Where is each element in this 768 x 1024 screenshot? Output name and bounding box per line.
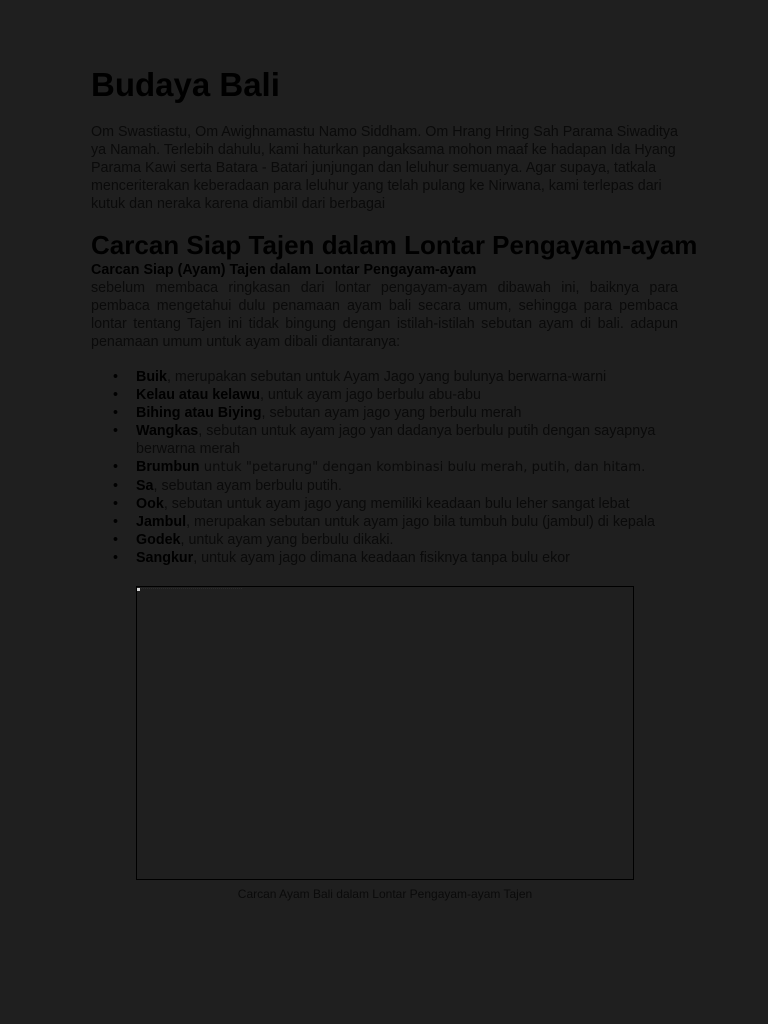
list-item-desc: , sebutan untuk ayam jago yan dadanya berbulu putih dengan sayapnya berwarna merah bbox=[136, 423, 656, 457]
list-item bbox=[136, 368, 696, 386]
list-item-desc: , merupakan sebutan untuk Ayam Jago yang bulunya berwarna-warni bbox=[166, 369, 607, 385]
list-item-term: Jambul bbox=[136, 514, 187, 530]
list-item-term: Ook bbox=[136, 496, 164, 512]
intro-paragraph: Om Swastiastu, Om Awighnamastu Namo Siddham. Om Hrang Hring Sah Parama Siwaditya ya Namah. Terlebih dahulu, kami haturkan pangaksama mohon maaf ke hadapan Ida Hyang Parama Kawi serta Batara - Batari junjungan dan leluhur semuanya. Agar supaya, tatkala menceriterakan keberadaan para leluhur yang telah pulang ke Nirwana, kami terlepas dari kutuk dan neraka karena diambil dari berbagai bbox=[91, 124, 678, 212]
list-item bbox=[136, 495, 696, 513]
list-item-term: Buik bbox=[136, 369, 167, 385]
list-item-desc: , sebutan untuk ayam jago yang memiliki keadaan bulu leher sangat lebat bbox=[163, 496, 630, 512]
list-item bbox=[136, 477, 696, 495]
site-title: Budaya Bali bbox=[91, 66, 280, 103]
list-item bbox=[136, 513, 696, 531]
list-item-term: Godek bbox=[136, 532, 181, 548]
image-placeholder-icon bbox=[137, 588, 140, 591]
article-body: sebelum membaca ringkasan dari lontar pengayam-ayam dibawah ini, baiknya para pembaca mengetahui dulu penamaan ayam bali secara umum, sehingga para pembaca lontar tentang Tajen ini tidak bingung dengan istilah-istilah sebutan ayam di bali. adapun penamaan umum untuk ayam dibali diantaranya: bbox=[91, 280, 678, 350]
list-item bbox=[136, 386, 696, 404]
list-item bbox=[136, 422, 696, 458]
list-item-term: Sa bbox=[136, 478, 154, 494]
image-loading-indicator bbox=[141, 588, 242, 591]
list-item-term: Kelau atau kelawu bbox=[136, 387, 260, 403]
article-title: Carcan Siap Tajen dalam Lontar Pengayam-ayam bbox=[91, 230, 698, 260]
list-item bbox=[136, 458, 696, 477]
list-item bbox=[136, 404, 696, 422]
figure-image-frame[interactable] bbox=[136, 586, 634, 880]
list-item-desc: , untuk ayam jago berbulu abu-abu bbox=[259, 387, 481, 403]
list-item bbox=[136, 531, 696, 549]
list-item-term: Brumbun bbox=[136, 459, 200, 475]
ayam-name-list bbox=[136, 368, 696, 567]
article-subtitle: Carcan Siap (Ayam) Tajen dalam Lontar Pengayam-ayam bbox=[91, 262, 477, 278]
list-item-term: Bihing atau Biying bbox=[136, 405, 262, 421]
list-item-desc: untuk "petarung" dengan kombinasi bulu merah, putih, dan hitam. bbox=[199, 460, 646, 475]
list-item-desc: , sebutan ayam jago yang berbulu merah bbox=[261, 405, 522, 421]
list-item-desc: , sebutan ayam berbulu putih. bbox=[153, 478, 342, 494]
list-item-term: Sangkur bbox=[136, 550, 194, 566]
list-item-desc: , untuk ayam jago dimana keadaan fisiknya tanpa bulu ekor bbox=[193, 550, 570, 566]
list-item-desc: , untuk ayam yang berbulu dikaki. bbox=[180, 532, 394, 548]
list-item-term: Wangkas bbox=[136, 423, 199, 439]
list-item-desc: , merupakan sebutan untuk ayam jago bila tumbuh bulu (jambul) di kepala bbox=[186, 514, 655, 530]
list-item bbox=[136, 549, 696, 567]
figure-caption: Carcan Ayam Bali dalam Lontar Pengayam-ayam Tajen bbox=[237, 887, 533, 901]
